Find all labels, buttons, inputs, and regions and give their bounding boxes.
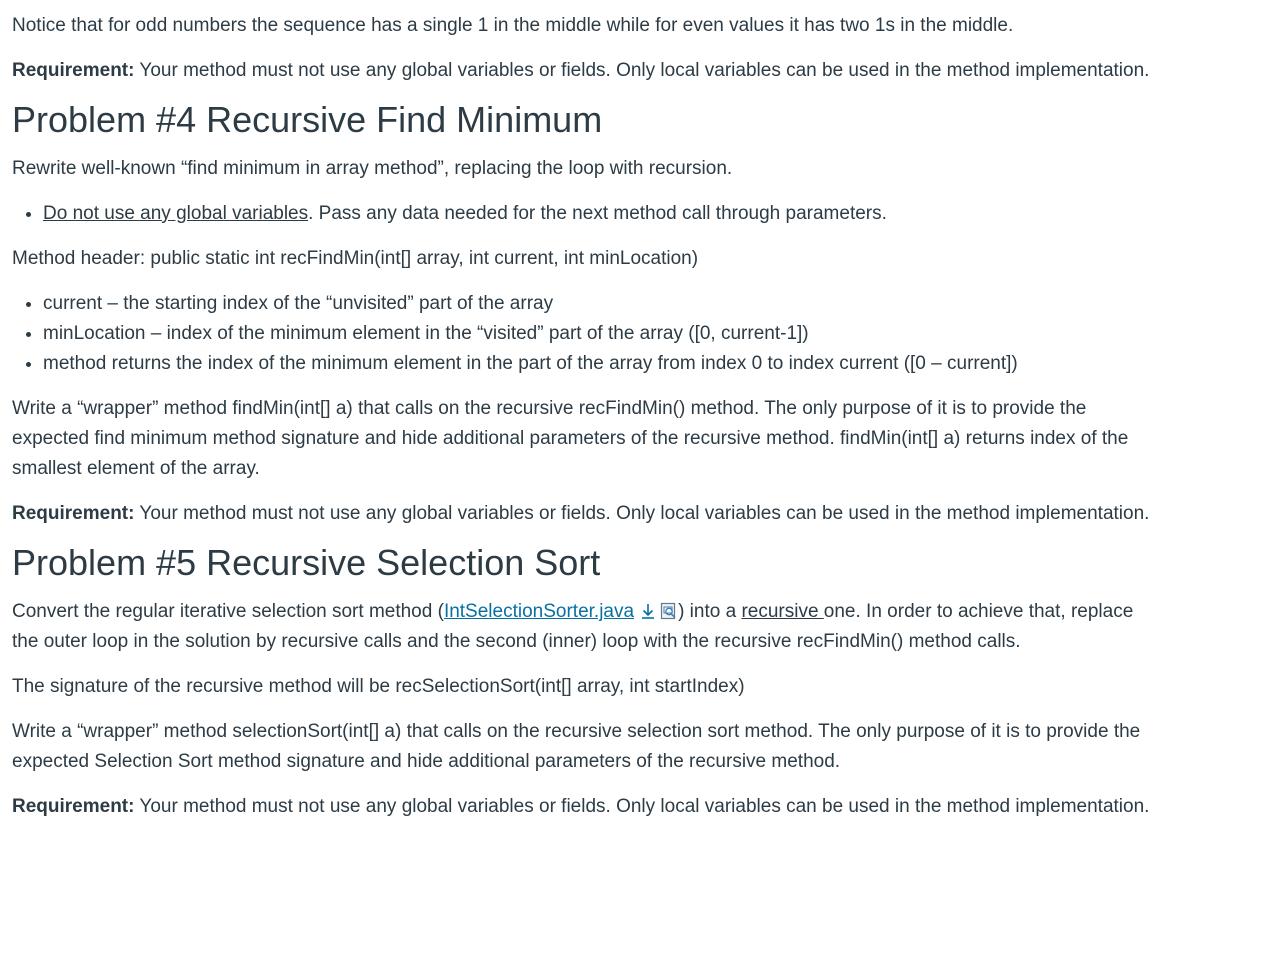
problem4-heading: Problem #4 Recursive Find Minimum: [12, 99, 603, 140]
list-item: • method returns the index of the minimum element in the part of the array from index 0 to index current ([0 – current]): [43, 349, 1162, 379]
list-item: [43, 199, 1162, 229]
no-globals-rest: . Pass any data needed for the next method call through parameters.: [308, 203, 887, 224]
requirement-text: Your method must not use any global variables or fields. Only local variables can be used in the method implementation.: [134, 60, 1150, 81]
file-link-intselectionsorter[interactable]: IntSelectionSorter.java: [443, 601, 635, 622]
requirement-label: Requirement:: [12, 503, 135, 524]
convert-before: Convert the regular iterative selection sort method (: [12, 601, 444, 622]
problem5-signature: The signature of the recursive method will be recSelectionSort(int[] array, int startIndex): [12, 676, 745, 697]
convert-after: one. In order to achieve that, replace the outer loop in the solution by recursive calls and the second (inner) loop with the recursive recFindMin() method calls.: [12, 601, 1134, 652]
problem5-heading: Problem #5 Recursive Selection Sort: [12, 542, 601, 583]
download-icon[interactable]: [640, 600, 656, 618]
no-globals-underlined: Do not use any global variables: [43, 203, 309, 224]
problem5-wrapper-paragraph: Write a “wrapper” method selectionSort(int[] a) that calls on the recursive selection sort method. The only purpose of it is to provide the expected Selection Sort method signature and hide additional parameters of the recursive method.: [12, 721, 1141, 772]
requirement-label: Requirement:: [12, 796, 135, 817]
requirement-paragraph-3: [12, 792, 1162, 822]
preview-icon[interactable]: [660, 600, 678, 618]
requirement-label: Requirement:: [12, 60, 135, 81]
problem5-convert-paragraph: [12, 597, 1162, 657]
requirement-text: Your method must not use any global variables or fields. Only local variables can be used in the method implementation.: [134, 503, 1150, 524]
notice-paragraph: Notice that for odd numbers the sequence has a single 1 in the middle while for even values it has two 1s in the middle.: [12, 15, 1014, 36]
problem4-rules-list: [12, 199, 1162, 229]
requirement-text: Your method must not use any global variables or fields. Only local variables can be used in the method implementation.: [134, 796, 1150, 817]
list-item: • current – the starting index of the “unvisited” part of the array: [43, 289, 1162, 319]
problem4-method-header: Method header: public static int recFindMin(int[] array, int current, int minLocation): [12, 248, 699, 269]
list-item: • minLocation – index of the minimum element in the “visited” part of the array ([0, current-1]): [43, 319, 1162, 349]
requirement-paragraph-1: [12, 56, 1162, 86]
recursive-underlined: recursive: [741, 601, 824, 622]
problem4-params-list: [12, 289, 1162, 379]
problem4-intro: Rewrite well-known “find minimum in array method”, replacing the loop with recursion.: [12, 158, 733, 179]
problem4-wrapper-paragraph: Write a “wrapper” method findMin(int[] a) that calls on the recursive recFindMin() method. The only purpose of it is to provide the expected find minimum method signature and hide additional parameters of the recursive method. findMin(int[] a) returns index of the smallest element of the array.: [12, 398, 1129, 479]
requirement-paragraph-2: [12, 499, 1162, 529]
convert-mid: ) into a: [678, 601, 742, 622]
